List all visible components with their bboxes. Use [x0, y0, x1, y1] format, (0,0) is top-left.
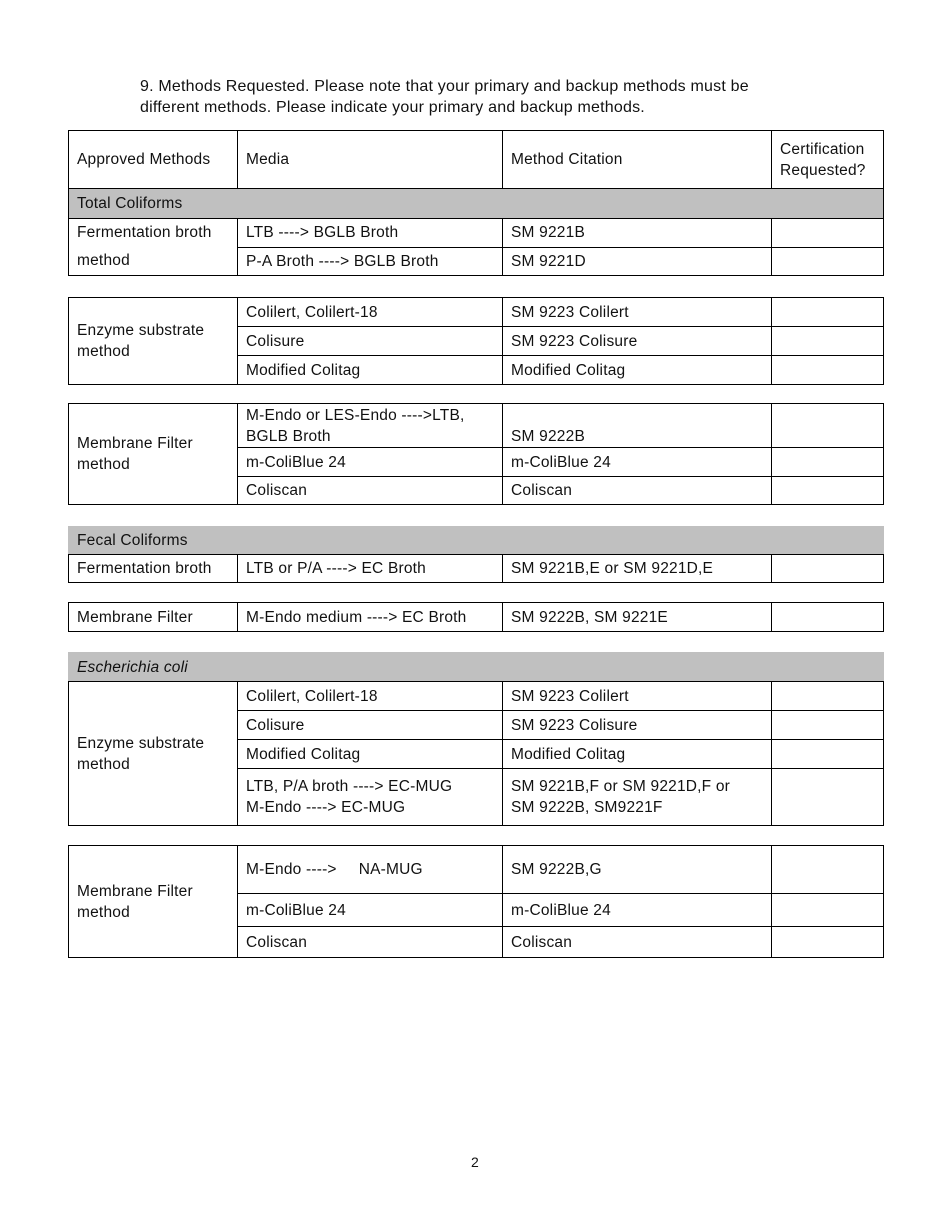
citation-cell: SM 9221B [503, 219, 772, 248]
method-label-line-2: method [77, 755, 130, 773]
media-cell: m-ColiBlue 24 [238, 894, 503, 927]
citation-cell: SM 9223 Colisure [503, 327, 772, 356]
header-row [69, 131, 884, 189]
certification-checkbox-cell[interactable] [772, 219, 884, 248]
table-total-coliforms-membrane [68, 403, 884, 505]
citation-cell [503, 769, 772, 826]
media-cell: Coliscan [238, 927, 503, 958]
certification-checkbox-cell[interactable] [772, 448, 884, 477]
media-cell: Modified Colitag [238, 356, 503, 385]
method-label-line-1: Membrane Filter [77, 435, 193, 452]
table-row [69, 682, 884, 711]
method-label-line-2: method [77, 456, 130, 473]
certification-checkbox-cell[interactable] [772, 404, 884, 448]
header-method-citation: Method Citation [503, 131, 772, 189]
media-cell: Colisure [238, 711, 503, 740]
section-title-e-coli: Escherichia coli [69, 653, 884, 682]
citation-cell: SM 9222B,G [503, 846, 772, 894]
table-row [69, 603, 884, 632]
table-total-coliforms-fermentation [68, 130, 884, 276]
header-certification [772, 131, 884, 189]
intro-line-2: different methods. Please indicate your primary and backup methods. [140, 99, 645, 116]
certification-checkbox-cell[interactable] [772, 477, 884, 505]
method-label-enzyme-substrate [69, 682, 238, 826]
certification-checkbox-cell[interactable] [772, 327, 884, 356]
method-label-membrane-filter [69, 404, 238, 505]
certification-checkbox-cell[interactable] [772, 740, 884, 769]
method-label-membrane-filter: Membrane Filter [69, 603, 238, 632]
certification-checkbox-cell[interactable] [772, 894, 884, 927]
certification-checkbox-cell[interactable] [772, 769, 884, 826]
table-row [69, 404, 884, 448]
media-cell: Colilert, Colilert-18 [238, 682, 503, 711]
method-label-line-1: Enzyme substrate [77, 322, 205, 339]
method-label-enzyme-substrate [69, 298, 238, 385]
media-cell: Colisure [238, 327, 503, 356]
certification-checkbox-cell[interactable] [772, 356, 884, 385]
page-number: 2 [471, 1154, 479, 1170]
intro-line-1: 9. Methods Requested. Please note that your primary and backup methods must be [140, 78, 749, 95]
method-label-fermentation [69, 219, 238, 276]
table-row [69, 219, 884, 248]
method-label-line-2: method [77, 252, 130, 269]
table-row [69, 298, 884, 327]
citation-cell: SM 9222B, SM 9221E [503, 603, 772, 632]
media-line-1: M-Endo or LES-Endo ---->LTB, [246, 406, 465, 424]
media-part-a: M-Endo ----> [246, 861, 337, 878]
header-media: Media [238, 131, 503, 189]
media-cell: P-A Broth ----> BGLB Broth [238, 247, 503, 276]
section-title-fecal-coliforms: Fecal Coliforms [69, 527, 884, 555]
section-title-total-coliforms: Total Coliforms [69, 189, 884, 219]
header-cert-line-1: Certification [780, 140, 865, 158]
media-line-2: M-Endo ----> EC-MUG [246, 799, 406, 816]
media-cell: LTB ----> BGLB Broth [238, 219, 503, 248]
table-fecal-coliforms-membrane [68, 602, 884, 632]
citation-cell: Modified Colitag [503, 356, 772, 385]
section-row-e-coli [69, 653, 884, 682]
certification-checkbox-cell[interactable] [772, 247, 884, 276]
media-cell: Colilert, Colilert-18 [238, 298, 503, 327]
certification-checkbox-cell[interactable] [772, 298, 884, 327]
section-row-total-coliforms [69, 189, 884, 219]
certification-checkbox-cell[interactable] [772, 682, 884, 711]
citation-cell: SM 9221B,E or SM 9221D,E [503, 555, 772, 583]
citation-cell: m-ColiBlue 24 [503, 448, 772, 477]
header-cert-line-2: Requested? [780, 161, 866, 179]
certification-checkbox-cell[interactable] [772, 927, 884, 958]
citation-cell: Modified Colitag [503, 740, 772, 769]
certification-checkbox-cell[interactable] [772, 555, 884, 583]
method-label-line-2: method [77, 903, 130, 921]
certification-checkbox-cell[interactable] [772, 711, 884, 740]
table-row [69, 846, 884, 894]
media-cell [238, 404, 503, 448]
media-cell [238, 769, 503, 826]
header-approved-methods: Approved Methods [69, 131, 238, 189]
citation-cell: SM 9222B [503, 404, 772, 448]
media-cell: Modified Colitag [238, 740, 503, 769]
citation-cell: SM 9223 Colilert [503, 298, 772, 327]
citation-line-1: SM 9221B,F or SM 9221D,F or [511, 778, 731, 795]
media-line-2: BGLB Broth [246, 427, 331, 445]
citation-cell: SM 9223 Colisure [503, 711, 772, 740]
intro-paragraph [140, 76, 800, 118]
method-label-membrane-filter [69, 846, 238, 958]
media-line-1: LTB, P/A broth ----> EC-MUG [246, 778, 453, 795]
table-fecal-coliforms-fermentation [68, 526, 884, 583]
media-cell: Coliscan [238, 477, 503, 505]
method-label-fermentation: Fermentation broth [69, 555, 238, 583]
citation-cell: SM 9223 Colilert [503, 682, 772, 711]
media-cell: M-Endo medium ----> EC Broth [238, 603, 503, 632]
method-label-line-2: method [77, 343, 130, 360]
citation-cell: SM 9221D [503, 247, 772, 276]
table-e-coli-enzyme [68, 652, 884, 826]
table-row [69, 555, 884, 583]
method-label-line-1: Enzyme substrate [77, 734, 205, 752]
method-label-line-1: Membrane Filter [77, 882, 193, 900]
table-e-coli-membrane [68, 845, 884, 958]
certification-checkbox-cell[interactable] [772, 846, 884, 894]
table-total-coliforms-enzyme [68, 297, 884, 385]
method-label-line-1: Fermentation broth [77, 224, 212, 241]
citation-cell: m-ColiBlue 24 [503, 894, 772, 927]
media-cell: m-ColiBlue 24 [238, 448, 503, 477]
certification-checkbox-cell[interactable] [772, 603, 884, 632]
citation-cell: Coliscan [503, 927, 772, 958]
section-row-fecal-coliforms [69, 527, 884, 555]
media-cell: LTB or P/A ----> EC Broth [238, 555, 503, 583]
media-part-b: NA-MUG [358, 861, 423, 878]
media-cell [238, 846, 503, 894]
citation-cell: Coliscan [503, 477, 772, 505]
citation-line-2: SM 9222B, SM9221F [511, 799, 663, 816]
